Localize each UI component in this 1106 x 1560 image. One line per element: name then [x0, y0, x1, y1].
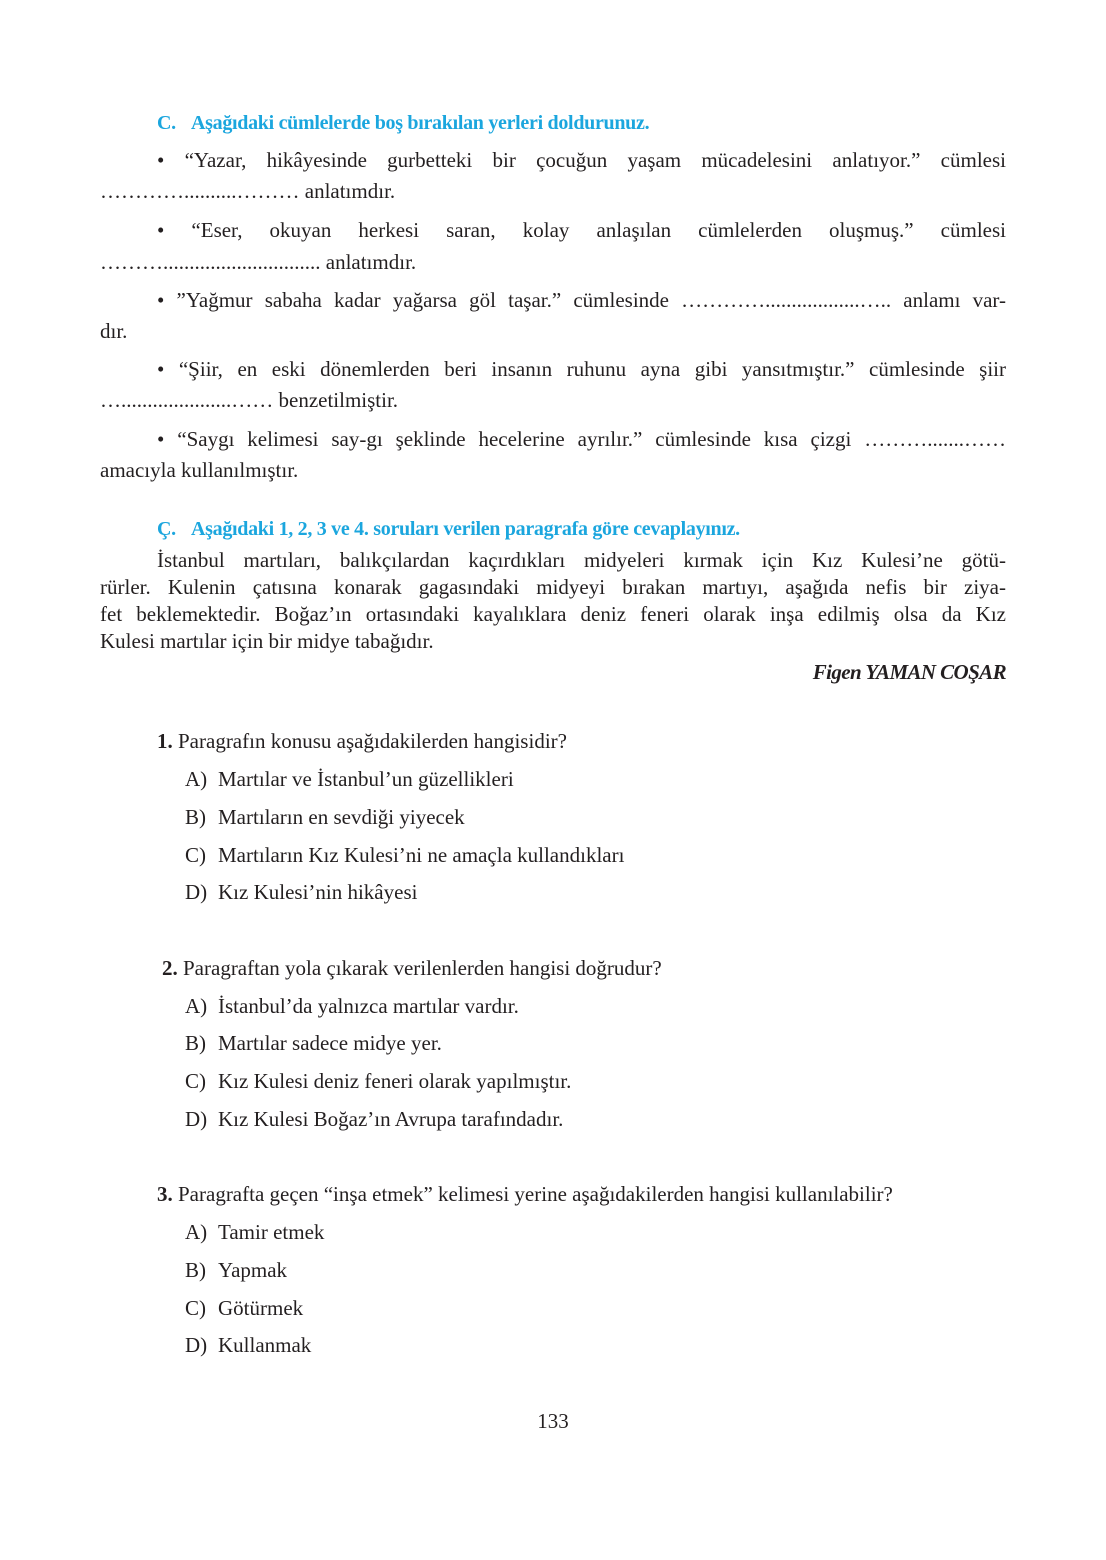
option-text: Tamir etmek — [218, 1220, 325, 1244]
option-text: Martıların Kız Kulesi’ni ne amaçla kullandıkları — [218, 843, 625, 867]
option-b[interactable] — [185, 803, 465, 831]
paragraph-line: rürler. Kulenin çatısına konarak gagasındaki midyeyi bırakan martıyı, aşağıda nefis bir ziya- — [100, 575, 1006, 599]
question-3 — [157, 1180, 893, 1208]
option-letter: C) — [185, 1296, 206, 1320]
question-number: 1. — [157, 729, 173, 753]
fill-item-2-line-2: ……….............................. anlatımdır. — [100, 250, 417, 274]
option-text: Martılar sadece midye yer. — [218, 1031, 442, 1055]
option-letter: C) — [185, 843, 206, 867]
option-d[interactable] — [185, 878, 417, 906]
option-letter: D) — [185, 1333, 208, 1357]
author: Figen YAMAN COŞAR — [812, 660, 1006, 684]
fill-item-2-line-1: • “Eser, okuyan herkesi saran, kolay anlaşılan cümlelerden oluşmuş.” cümlesi — [157, 218, 1006, 242]
fill-item-1-line-1: • “Yazar, hikâyesinde gurbetteki bir çocuğun yaşam mücadelesini anlatıyor.” cümlesi — [157, 148, 1006, 172]
option-b[interactable] — [185, 1256, 287, 1284]
question-text: Paragrafta geçen “inşa etmek” kelimesi yerine aşağıdakilerden hangisi kullanılabilir? — [178, 1182, 893, 1206]
option-text: Kullanmak — [218, 1333, 312, 1357]
page-number: 133 — [537, 1409, 569, 1433]
option-a[interactable] — [185, 1218, 324, 1246]
paragraph-line: İstanbul martıları, balıkçılardan kaçırdıkları midyeleri kırmak için Kız Kulesi’ne götü- — [157, 548, 1006, 572]
option-d[interactable] — [185, 1331, 311, 1359]
section-title: Aşağıdaki cümlelerde boş bırakılan yerleri doldurunuz. — [191, 112, 650, 134]
fill-item-3-line-2: dır. — [100, 319, 128, 343]
option-letter: D) — [185, 880, 208, 904]
section-c-heading — [157, 109, 1006, 137]
option-letter: B) — [185, 1031, 206, 1055]
option-letter: A) — [185, 994, 208, 1018]
fill-item-1-line-2: …………..........……… anlatımdır. — [100, 179, 396, 203]
option-text: Kız Kulesi Boğaz’ın Avrupa tarafındadır. — [218, 1107, 564, 1131]
fill-item-4-line-1: • “Şiir, en eski dönemlerden beri insanın ruhunu ayna gibi yansıtmıştır.” cümlesinde şiir — [157, 357, 1006, 381]
section-cc-heading — [157, 515, 1006, 543]
option-b[interactable] — [185, 1029, 442, 1057]
question-2 — [162, 954, 662, 982]
option-c[interactable] — [185, 1294, 303, 1322]
option-text: Götürmek — [218, 1296, 304, 1320]
option-letter: B) — [185, 1258, 206, 1282]
option-text: Martılar ve İstanbul’un güzellikleri — [218, 767, 514, 791]
option-letter: B) — [185, 805, 206, 829]
paragraph-line: fet beklemektedir. Boğaz’ın ortasındaki kayalıklara deniz feneri olarak inşa edilmiş olsa da Kız — [100, 602, 1006, 626]
section-letter: Ç. — [157, 518, 176, 540]
option-c[interactable] — [185, 1067, 571, 1095]
option-letter: D) — [185, 1107, 208, 1131]
paragraph-line: Kulesi martılar için bir midye tabağıdır. — [100, 629, 434, 653]
section-letter: C. — [157, 112, 176, 134]
option-text: İstanbul’da yalnızca martılar vardır. — [218, 994, 519, 1018]
option-text: Kız Kulesi’nin hikâyesi — [218, 880, 418, 904]
option-a[interactable] — [185, 992, 519, 1020]
fill-item-5-line-2: amacıyla kullanılmıştır. — [100, 458, 299, 482]
question-number: 2. — [162, 956, 178, 980]
option-c[interactable] — [185, 841, 624, 869]
option-a[interactable] — [185, 765, 514, 793]
question-number: 3. — [157, 1182, 173, 1206]
option-letter: A) — [185, 767, 208, 791]
fill-item-5-line-1: • “Saygı kelimesi say-gı şeklinde hecelerine ayrılır.” cümlesinde kısa çizgi ……….......…… — [157, 427, 1006, 451]
option-text: Yapmak — [218, 1258, 288, 1282]
question-text: Paragrafın konusu aşağıdakilerden hangisidir? — [178, 729, 567, 753]
option-text: Martıların en sevdiği yiyecek — [218, 805, 465, 829]
section-title: Aşağıdaki 1, 2, 3 ve 4. soruları verilen paragrafa göre cevaplayınız. — [191, 518, 740, 540]
fill-item-4-line-2: ….....................…… benzetilmiştir. — [100, 388, 399, 412]
fill-item-3-line-1: • ”Yağmur sabaha kadar yağarsa göl taşar.” cümlesinde …………..................….. anlamı var- — [157, 288, 1006, 312]
option-text: Kız Kulesi deniz feneri olarak yapılmıştır. — [218, 1069, 572, 1093]
option-d[interactable] — [185, 1105, 563, 1133]
question-1 — [157, 727, 567, 755]
option-letter: A) — [185, 1220, 208, 1244]
option-letter: C) — [185, 1069, 206, 1093]
question-text: Paragraftan yola çıkarak verilenlerden hangisi doğrudur? — [183, 956, 662, 980]
